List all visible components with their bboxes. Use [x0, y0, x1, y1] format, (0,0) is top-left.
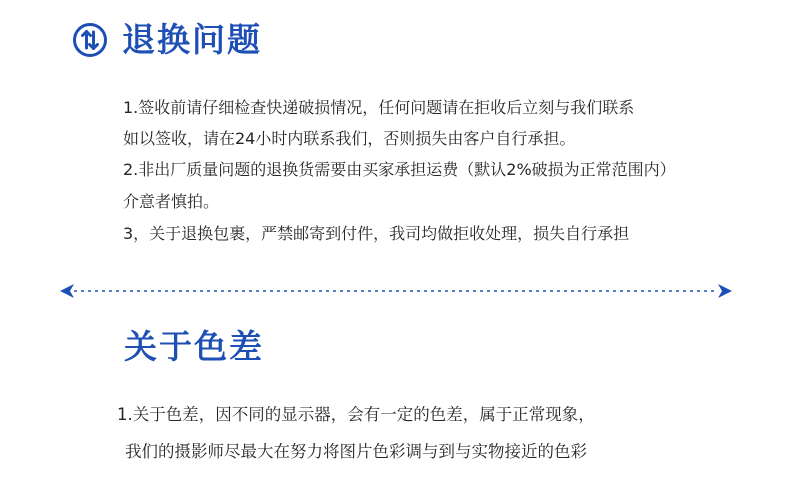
color-line-2: 我们的摄影师尽最大在努力将图片色彩调与到与实物接近的色彩 [125, 442, 587, 461]
exchange-arrows-icon [72, 22, 108, 58]
returns-title: 退换问题 [122, 20, 262, 59]
arrow-right-icon [718, 284, 732, 298]
section-divider [58, 281, 734, 301]
color-difference-title: 关于色差 [124, 327, 264, 366]
returns-line-1: 1.签收前请仔细检查快递破损情况，任何问题请在拒收后立刻与我们联系 [123, 98, 635, 117]
returns-line-4: 介意者慎拍。 [123, 192, 220, 211]
returns-section-header [72, 18, 262, 62]
returns-line-3: 2.非出厂质量问题的退换货需要由买家承担运费（默认2%破损为正常范围内） [123, 160, 676, 179]
color-section-header [124, 325, 264, 369]
returns-line-5: 3，关于退换包裹，严禁邮寄到付件，我司均做拒收处理，损失自行承担 [123, 224, 630, 243]
color-line-1: 1.关于色差，因不同的显示器，会有一定的色差，属于正常现象， [117, 405, 595, 424]
returns-line-2: 如以签收，请在24小时内联系我们，否则损失由客户自行承担。 [123, 129, 576, 148]
arrow-left-icon [60, 284, 74, 298]
